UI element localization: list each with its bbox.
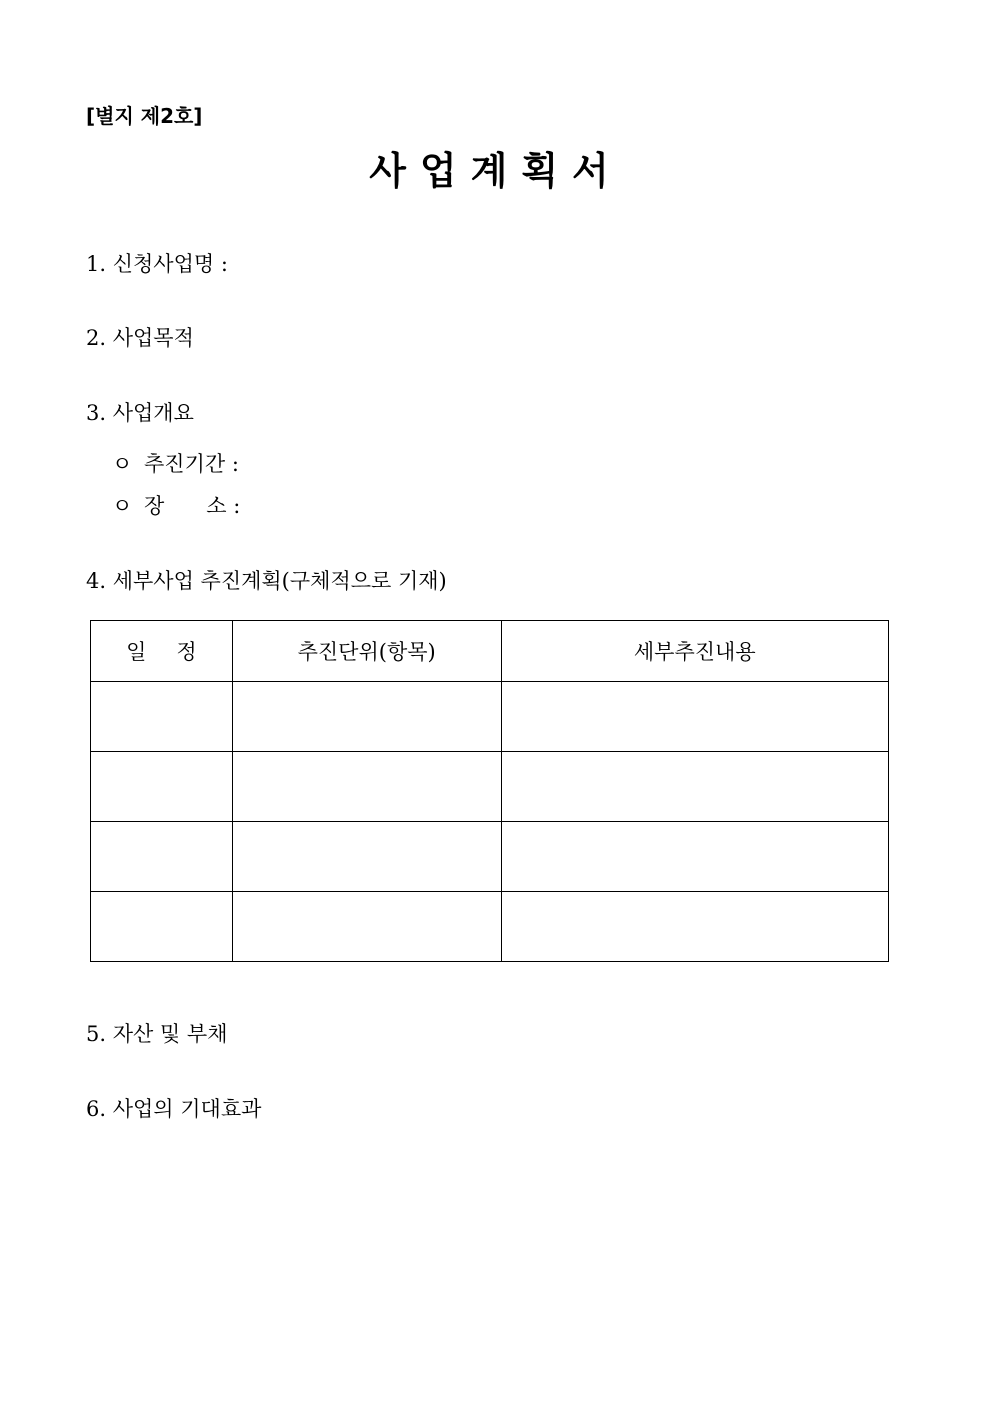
plan-table: [90, 620, 889, 962]
bullet-circle-icon: ㅇ: [112, 494, 133, 518]
cell-unit[interactable]: [232, 752, 501, 822]
header-schedule: 일 정: [91, 621, 233, 682]
cell-schedule[interactable]: [91, 682, 233, 752]
section-4-detailed-plan: 4. 세부사업 추진계획(구체적으로 기재): [86, 569, 447, 593]
cell-schedule[interactable]: [91, 892, 233, 962]
location-label-char1: 장: [144, 494, 165, 518]
period-item: [112, 448, 239, 478]
section-5-assets-liabilities: 5. 자산 및 부채: [86, 1022, 228, 1046]
header-unit: 추진단위(항목): [232, 621, 501, 682]
table-row: [91, 752, 889, 822]
document-title: 사업계획서: [369, 148, 623, 193]
bullet-circle-icon: ㅇ: [112, 452, 133, 476]
location-label-char2: 소 :: [206, 494, 241, 518]
table-row: [91, 682, 889, 752]
cell-unit[interactable]: [232, 822, 501, 892]
table-header-row: [91, 621, 889, 682]
period-label: 추진기간 :: [144, 452, 239, 476]
section-1-business-name: 1. 신청사업명 :: [86, 252, 228, 276]
cell-schedule[interactable]: [91, 822, 233, 892]
section-2-business-purpose: 2. 사업목적: [86, 326, 194, 350]
table-row: [91, 892, 889, 962]
cell-detail[interactable]: [501, 752, 889, 822]
cell-schedule[interactable]: [91, 752, 233, 822]
cell-detail[interactable]: [501, 682, 889, 752]
section-3-business-overview: 3. 사업개요: [86, 401, 194, 425]
header-detail: 세부추진내용: [501, 621, 889, 682]
table-row: [91, 822, 889, 892]
cell-unit[interactable]: [232, 682, 501, 752]
cell-detail[interactable]: [501, 892, 889, 962]
location-item: [112, 490, 240, 520]
cell-unit[interactable]: [232, 892, 501, 962]
attachment-label: [별지 제2호]: [86, 104, 203, 128]
cell-detail[interactable]: [501, 822, 889, 892]
section-6-expected-effects: 6. 사업의 기대효과: [86, 1097, 262, 1121]
